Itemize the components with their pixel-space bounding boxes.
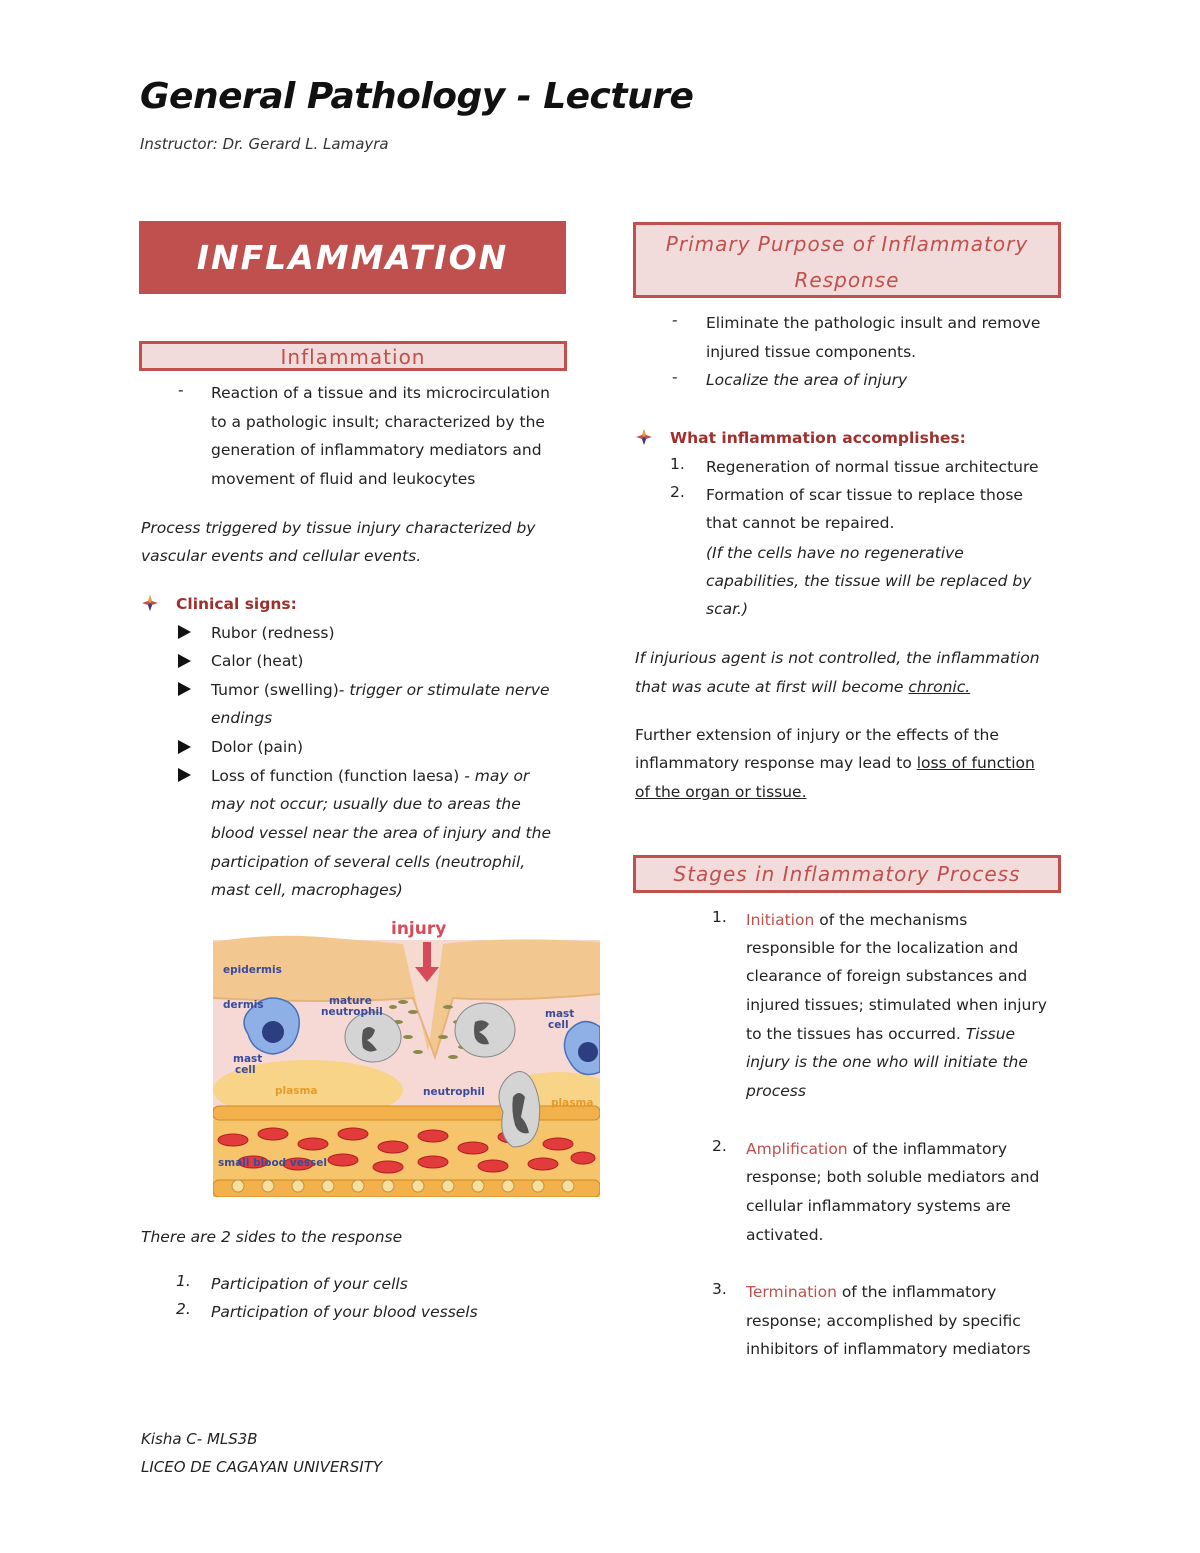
side-item: Participation of your blood vessels bbox=[211, 1303, 478, 1321]
arrow-bullet-icon bbox=[178, 654, 191, 668]
chronic-line: If injurious agent is not controlled, the inflammation bbox=[635, 649, 1040, 667]
definition-line: to a pathologic insult; characterized by the bbox=[211, 413, 545, 431]
sign-tumor: Tumor (swelling)- trigger or stimulate nerve bbox=[211, 681, 550, 699]
sign-loss-cont: may not occur; usually due to areas the bbox=[211, 795, 521, 813]
label-mast: mast bbox=[545, 1008, 575, 1020]
sign-dolor: Dolor (pain) bbox=[211, 738, 304, 756]
accomplish-item: Regeneration of normal tissue architecture bbox=[706, 458, 1039, 476]
label-plasma: plasma bbox=[551, 1097, 594, 1109]
sign-tumor-cont: endings bbox=[211, 709, 273, 727]
stage-line: clearance of foreign substances and bbox=[746, 967, 1028, 985]
stage-line: responsible for the localization and bbox=[746, 939, 1019, 957]
accomplish-item-cont: that cannot be repaired. bbox=[706, 514, 895, 532]
stage-line: injury is the one who will initiate the bbox=[746, 1053, 1028, 1071]
sign-calor: Calor (heat) bbox=[211, 652, 304, 670]
sign-rubor: Rubor (redness) bbox=[211, 624, 335, 642]
label-neutrophil: neutrophil bbox=[423, 1086, 485, 1098]
purpose-line: Eliminate the pathologic insult and remove bbox=[706, 314, 1041, 332]
accomplish-note: scar.) bbox=[706, 600, 749, 618]
accomplish-note: (If the cells have no regenerative bbox=[706, 544, 964, 562]
stage-line: to the tissues has occurred. Tissue bbox=[746, 1025, 1016, 1043]
inflammation-banner: INFLAMMATION bbox=[139, 221, 566, 294]
instructor-line: Instructor: Dr. Gerard L. Lamayra bbox=[140, 135, 389, 153]
process-line: vascular events and cellular events. bbox=[141, 547, 422, 565]
purpose-localize: Localize the area of injury bbox=[706, 371, 908, 389]
label-cell: cell bbox=[548, 1019, 569, 1031]
dash-bullet: - bbox=[672, 368, 678, 386]
page-title: General Pathology - Lecture bbox=[140, 76, 694, 117]
stage-line: injured tissues; stimulated when injury bbox=[746, 996, 1047, 1014]
label-plasma: plasma bbox=[275, 1085, 318, 1097]
list-number: 2. bbox=[176, 1300, 191, 1318]
definition-line: Reaction of a tissue and its microcirculation bbox=[211, 384, 550, 402]
purpose-line: injured tissue components. bbox=[706, 343, 917, 361]
list-number: 1. bbox=[176, 1272, 191, 1290]
stage-termination: Termination of the inflammatory bbox=[746, 1283, 997, 1301]
stage-line: activated. bbox=[746, 1226, 824, 1244]
stage-line: cellular inflammatory systems are bbox=[746, 1197, 1011, 1215]
label-mast: mast bbox=[233, 1053, 263, 1065]
four-point-star-icon bbox=[142, 595, 158, 611]
further-line: of the organ or tissue. bbox=[635, 783, 807, 801]
accomplishes-label: What inflammation accomplishes: bbox=[670, 429, 966, 447]
stage-line: process bbox=[746, 1082, 806, 1100]
label-cell: cell bbox=[235, 1064, 256, 1076]
stage-line: inhibitors of inflammatory mediators bbox=[746, 1340, 1031, 1358]
arrow-bullet-icon bbox=[178, 625, 191, 639]
stage-initiation: Initiation of the mechanisms bbox=[746, 911, 968, 929]
footer-university: LICEO DE CAGAYAN UNIVERSITY bbox=[141, 1458, 383, 1476]
sign-loss-cont: mast cell, macrophages) bbox=[211, 881, 403, 899]
label-small-blood-vessel: small blood vessel bbox=[218, 1157, 328, 1169]
dash-bullet: - bbox=[178, 381, 184, 399]
further-line: Further extension of injury or the effects of the bbox=[635, 726, 999, 744]
inflammation-section-header: Inflammation bbox=[139, 341, 567, 371]
stage-line: response; both soluble mediators and bbox=[746, 1168, 1040, 1186]
accomplish-note: capabilities, the tissue will be replaced by bbox=[706, 572, 1032, 590]
side-item: Participation of your cells bbox=[211, 1275, 408, 1293]
arrow-bullet-icon bbox=[178, 682, 191, 696]
label-dermis: dermis bbox=[223, 999, 264, 1011]
arrow-bullet-icon bbox=[178, 768, 191, 782]
list-number: 1. bbox=[670, 455, 685, 473]
footer-author: Kisha C- MLS3B bbox=[141, 1430, 258, 1448]
label-epidermis: epidermis bbox=[223, 964, 282, 976]
definition-line: generation of inflammatory mediators and bbox=[211, 441, 542, 459]
list-number: 2. bbox=[712, 1137, 727, 1155]
list-number: 3. bbox=[712, 1280, 727, 1298]
sign-loss: Loss of function (function laesa) - may or bbox=[211, 767, 530, 785]
label-mature: mature bbox=[329, 995, 372, 1007]
stage-amplification: Amplification of the inflammatory bbox=[746, 1140, 1007, 1158]
stages-header: Stages in Inflammatory Process bbox=[633, 855, 1061, 893]
definition-line: movement of fluid and leukocytes bbox=[211, 470, 476, 488]
dash-bullet: - bbox=[672, 311, 678, 329]
further-line: inflammatory response may lead to loss of function bbox=[635, 754, 1035, 772]
list-number: 2. bbox=[670, 483, 685, 501]
accomplish-item: Formation of scar tissue to replace those bbox=[706, 486, 1023, 504]
primary-purpose-header: Primary Purpose of Inflammatory Response bbox=[633, 222, 1061, 298]
list-number: 1. bbox=[712, 908, 727, 926]
sign-loss-cont: participation of several cells (neutrophil, bbox=[211, 853, 526, 871]
sign-loss-cont: blood vessel near the area of injury and the bbox=[211, 824, 551, 842]
clinical-signs-label: Clinical signs: bbox=[176, 595, 297, 613]
four-point-star-icon bbox=[636, 429, 652, 445]
process-line: Process triggered by tissue injury characterized by bbox=[141, 519, 536, 537]
label-injury: injury bbox=[391, 919, 447, 939]
inflammation-diagram bbox=[213, 912, 600, 1197]
arrow-bullet-icon bbox=[178, 740, 191, 754]
stage-line: response; accomplished by specific bbox=[746, 1312, 1021, 1330]
two-sides-line: There are 2 sides to the response bbox=[141, 1228, 403, 1246]
label-mature-neutrophil: neutrophil bbox=[321, 1006, 383, 1018]
chronic-line: that was acute at first will become chronic. bbox=[635, 678, 971, 696]
